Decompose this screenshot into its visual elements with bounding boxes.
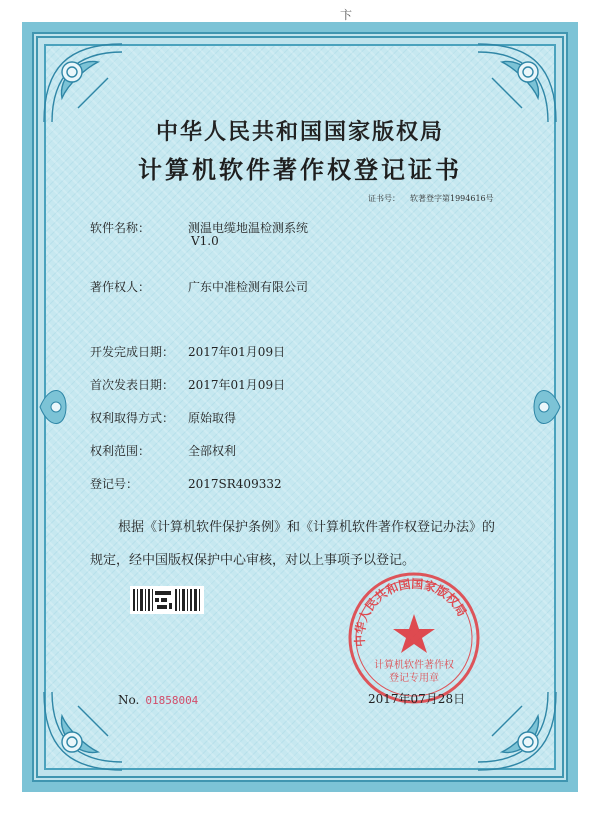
side-ornament-icon — [36, 377, 70, 437]
certificate-number-label: 证书号： — [368, 194, 400, 203]
seal-ring-text: 中华人民共和国国家版权局 — [352, 576, 470, 648]
acquire-value: 原始取得 — [188, 411, 237, 425]
scope-label: 权利范围： — [90, 444, 151, 458]
reg-no-row — [90, 475, 282, 492]
pub-date-row — [90, 376, 285, 393]
owner-row — [90, 278, 308, 295]
pub-date-label: 首次发表日期： — [90, 378, 175, 392]
seal-line-2: 登记专用章 — [389, 673, 439, 684]
reg-no-label: 登记号： — [90, 477, 139, 491]
certificate-title: 计算机软件著作权登记证书 — [138, 155, 462, 184]
software-name-value: 测温电缆地温检测系统 — [188, 221, 309, 235]
owner-value: 广东中准检测有限公司 — [188, 280, 309, 294]
software-name-label: 软件名称： — [90, 221, 151, 235]
scope-value: 全部权利 — [188, 444, 237, 458]
owner-label: 著作权人： — [90, 280, 151, 294]
issue-date: 2017年07月28日 — [368, 692, 466, 706]
dev-date-label: 开发完成日期： — [90, 345, 175, 359]
handwritten-mark: 卞 — [340, 8, 353, 22]
side-ornament-icon — [530, 377, 564, 437]
pub-date-value: 2017年01月09日 — [188, 378, 286, 392]
declaration-line-2: 规定，经中国版权保护中心审核，对以上事项予以登记。 — [90, 553, 416, 568]
software-version: V1.0 — [191, 234, 219, 248]
barcode-icon — [130, 586, 204, 614]
corner-ornament-icon — [472, 686, 562, 776]
serial-label: No. — [118, 693, 140, 707]
acquire-label: 权利取得方式： — [90, 411, 175, 425]
corner-ornament-icon — [38, 686, 128, 776]
declaration-line-1: 根据《计算机软件保护条例》和《计算机软件著作权登记办法》的 — [118, 520, 496, 535]
dev-date-row — [90, 343, 285, 360]
certificate-number — [368, 193, 504, 204]
seal-line-1: 计算机软件著作权 — [374, 660, 454, 671]
official-seal-icon — [346, 570, 482, 706]
serial-number — [118, 693, 198, 707]
issuing-authority: 中华人民共和国国家版权局 — [155, 119, 444, 145]
reg-no-value: 2017SR409332 — [188, 477, 282, 491]
acquire-row — [90, 409, 236, 426]
certificate-number-value: 软著登字第1994616号 — [410, 194, 494, 203]
serial-value: 01858004 — [145, 694, 199, 707]
scope-row — [90, 442, 236, 459]
dev-date-value: 2017年01月09日 — [188, 345, 286, 359]
